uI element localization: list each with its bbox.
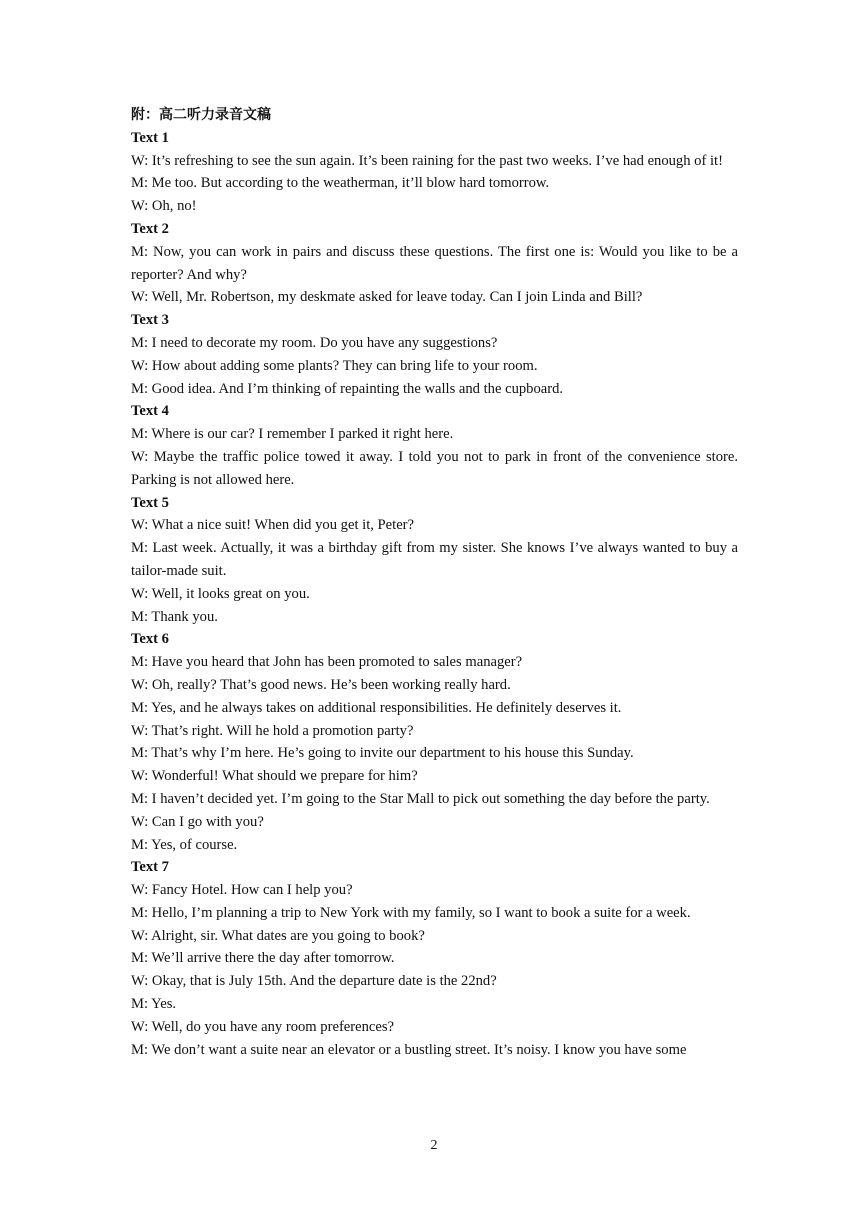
section-heading: Text 1 [131, 129, 169, 146]
dialogue-line: M: I need to decorate my room. Do you have any suggestions? [131, 334, 498, 351]
dialogue-line: M: Yes, of course. [131, 836, 238, 853]
dialogue-line: M: Yes, and he always takes on additional responsibilities. He definitely deserves it. [131, 699, 622, 716]
dialogue-line: M: We’ll arrive there the day after tomorrow. [131, 950, 395, 967]
dialogue-line: M: Now, you can work in pairs and discuss these questions. The first one is: Would you like to be a reporter? And why? [131, 243, 738, 283]
section-heading: Text 5 [131, 494, 169, 511]
dialogue-line: M: I haven’t decided yet. I’m going to the Star Mall to pick out something the day before the party. [131, 790, 710, 807]
dialogue-line: W: Oh, no! [131, 198, 197, 215]
dialogue-line: M: We don’t want a suite near an elevator or a bustling street. It’s noisy. I know you have some [131, 1041, 687, 1058]
dialogue-line: W: That’s right. Will he hold a promotion party? [131, 722, 414, 739]
section-text-2 [131, 218, 738, 309]
dialogue-line: W: Wonderful! What should we prepare for him? [131, 768, 418, 785]
dialogue-line: W: Alright, sir. What dates are you going to book? [131, 927, 425, 944]
dialogue-line: M: That’s why I’m here. He’s going to invite our department to his house this Sunday. [131, 745, 634, 762]
section-text-7 [131, 856, 738, 1061]
document-page [131, 104, 738, 1061]
dialogue-line: W: Can I go with you? [131, 813, 264, 830]
dialogue-line: W: Fancy Hotel. How can I help you? [131, 882, 353, 899]
dialogue-line: W: Oh, really? That’s good news. He’s been working really hard. [131, 676, 511, 693]
dialogue-line: M: Good idea. And I’m thinking of repainting the walls and the cupboard. [131, 380, 564, 397]
section-text-1 [131, 127, 738, 218]
dialogue-line: M: Thank you. [131, 608, 218, 625]
dialogue-line: M: Last week. Actually, it was a birthday gift from my sister. She knows I’ve always wanted to buy a tailor-made suit. [131, 540, 738, 579]
dialogue-line: W: How about adding some plants? They can bring life to your room. [131, 357, 538, 374]
dialogue-line: M: Hello, I’m planning a trip to New York with my family, so I want to book a suite for a week. [131, 904, 691, 921]
section-heading: Text 2 [131, 220, 169, 237]
dialogue-line: W: Well, it looks great on you. [131, 585, 310, 602]
dialogue-line: M: Me too. But according to the weatherman, it’ll blow hard tomorrow. [131, 175, 550, 192]
dialogue-line: W: It’s refreshing to see the sun again. It’s been raining for the past two weeks. I’ve had enough of it! [131, 152, 723, 169]
section-heading: Text 3 [131, 312, 169, 329]
dialogue-line: W: Maybe the traffic police towed it away. I told you not to park in front of the convenience store. Parking is not allowed here. [131, 448, 738, 488]
section-heading: Text 6 [131, 631, 169, 648]
page-number: 2 [430, 1138, 438, 1153]
dialogue-line: W: What a nice suit! When did you get it, Peter? [131, 517, 415, 534]
dialogue-line: W: Well, Mr. Robertson, my deskmate asked for leave today. Can I join Linda and Bill? [131, 289, 643, 306]
section-text-4 [131, 400, 738, 491]
section-heading: Text 7 [131, 859, 169, 876]
document-title: 附：高二听力录音文稿 [131, 107, 271, 123]
section-text-5 [131, 492, 738, 629]
section-text-3 [131, 309, 738, 400]
dialogue-line: M: Yes. [131, 996, 177, 1013]
section-text-6 [131, 628, 738, 856]
dialogue-line: M: Have you heard that John has been promoted to sales manager? [131, 654, 523, 671]
dialogue-line: W: Okay, that is July 15th. And the departure date is the 22nd? [131, 973, 497, 990]
dialogue-line: M: Where is our car? I remember I parked it right here. [131, 426, 454, 443]
dialogue-line: W: Well, do you have any room preferences? [131, 1018, 395, 1035]
section-heading: Text 4 [131, 403, 169, 420]
